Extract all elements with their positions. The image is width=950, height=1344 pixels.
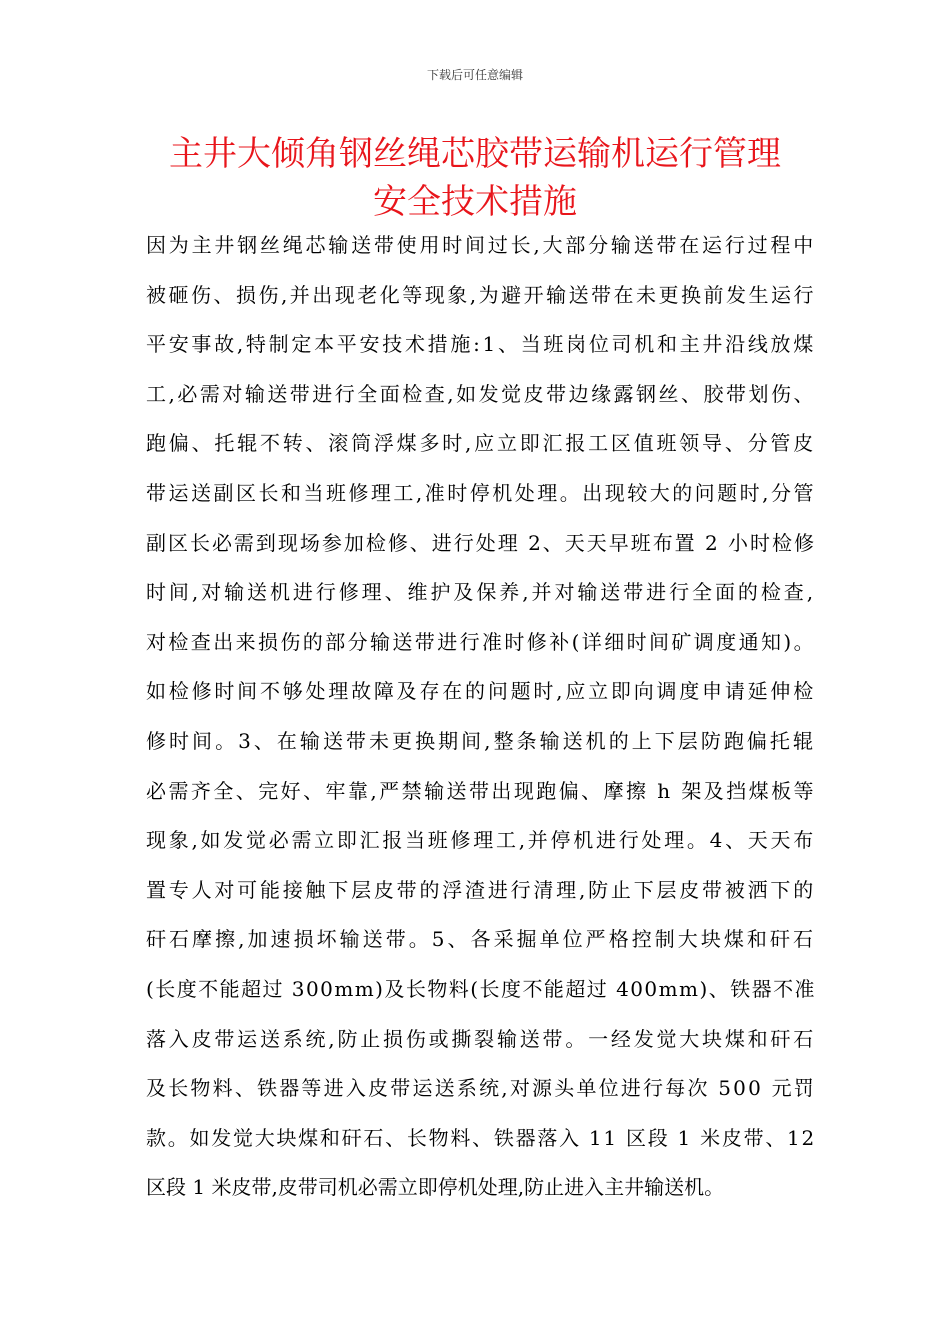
body-line: 矸石摩擦,加速损坏输送带。5、各采掘单位严格控制大块煤和矸石 xyxy=(146,927,816,952)
body-line: 带运送副区长和当班修理工,准时停机处理。出现较大的问题时,分管 xyxy=(146,480,816,505)
body-line: 落入皮带运送系统,防止损伤或撕裂输送带。一经发觉大块煤和矸石 xyxy=(146,1026,816,1051)
body-line: 区段 1 米皮带,皮带司机必需立即停机处理,防止进入主井输送机。 xyxy=(146,1175,725,1200)
body-text xyxy=(146,230,816,1222)
body-line: 平安事故,特制定本平安技术措施:1、当班岗位司机和主井沿线放煤 xyxy=(146,332,816,357)
body-line: 对检查出来损伤的部分输送带进行准时修补(详细时间矿调度通知)。 xyxy=(146,629,816,654)
body-line: (长度不能超过 300mm)及长物料(长度不能超过 400mm)、铁器不准 xyxy=(146,976,816,1001)
body-line: 因为主井钢丝绳芯输送带使用时间过长,大部分输送带在运行过程中 xyxy=(146,233,816,257)
title-line-2: 安全技术措施 xyxy=(373,182,577,222)
document-title xyxy=(0,130,950,226)
header-note: 下载后可任意编辑 xyxy=(426,68,523,82)
body-line: 修时间。3、在输送带未更换期间,整条输送机的上下层防跑偏托辊 xyxy=(146,728,816,753)
body-line: 及长物料、铁器等进入皮带运送系统,对源头单位进行每次 500 元罚 xyxy=(146,1076,816,1101)
body-line: 现象,如发觉必需立即汇报当班修理工,并停机进行处理。4、天天布 xyxy=(146,828,816,853)
body-line: 如检修时间不够处理故障及存在的问题时,应立即向调度申请延伸检 xyxy=(146,679,816,704)
body-line: 跑偏、托辊不转、滚筒浮煤多时,应立即汇报工区值班领导、分管皮 xyxy=(146,431,816,456)
body-line: 工,必需对输送带进行全面检查,如发觉皮带边缘露钢丝、胶带划伤、 xyxy=(146,381,816,406)
body-line: 款。如发觉大块煤和矸石、长物料、铁器落入 11 区段 1 米皮带、12 xyxy=(146,1125,816,1150)
title-line-1: 主井大倾角钢丝绳芯胶带运输机运行管理 xyxy=(169,134,781,174)
body-line: 副区长必需到现场参加检修、进行处理 2、天天早班布置 2 小时检修 xyxy=(146,530,816,555)
body-line: 被砸伤、损伤,并出现老化等现象,为避开输送带在未更换前发生运行 xyxy=(146,282,816,307)
body-line: 置专人对可能接触下层皮带的浮渣进行清理,防止下层皮带被洒下的 xyxy=(146,877,816,902)
body-line: 时间,对输送机进行修理、维护及保养,并对输送带进行全面的检查, xyxy=(146,580,816,605)
body-line: 必需齐全、完好、牢靠,严禁输送带出现跑偏、摩擦 h 架及挡煤板等 xyxy=(146,778,816,803)
